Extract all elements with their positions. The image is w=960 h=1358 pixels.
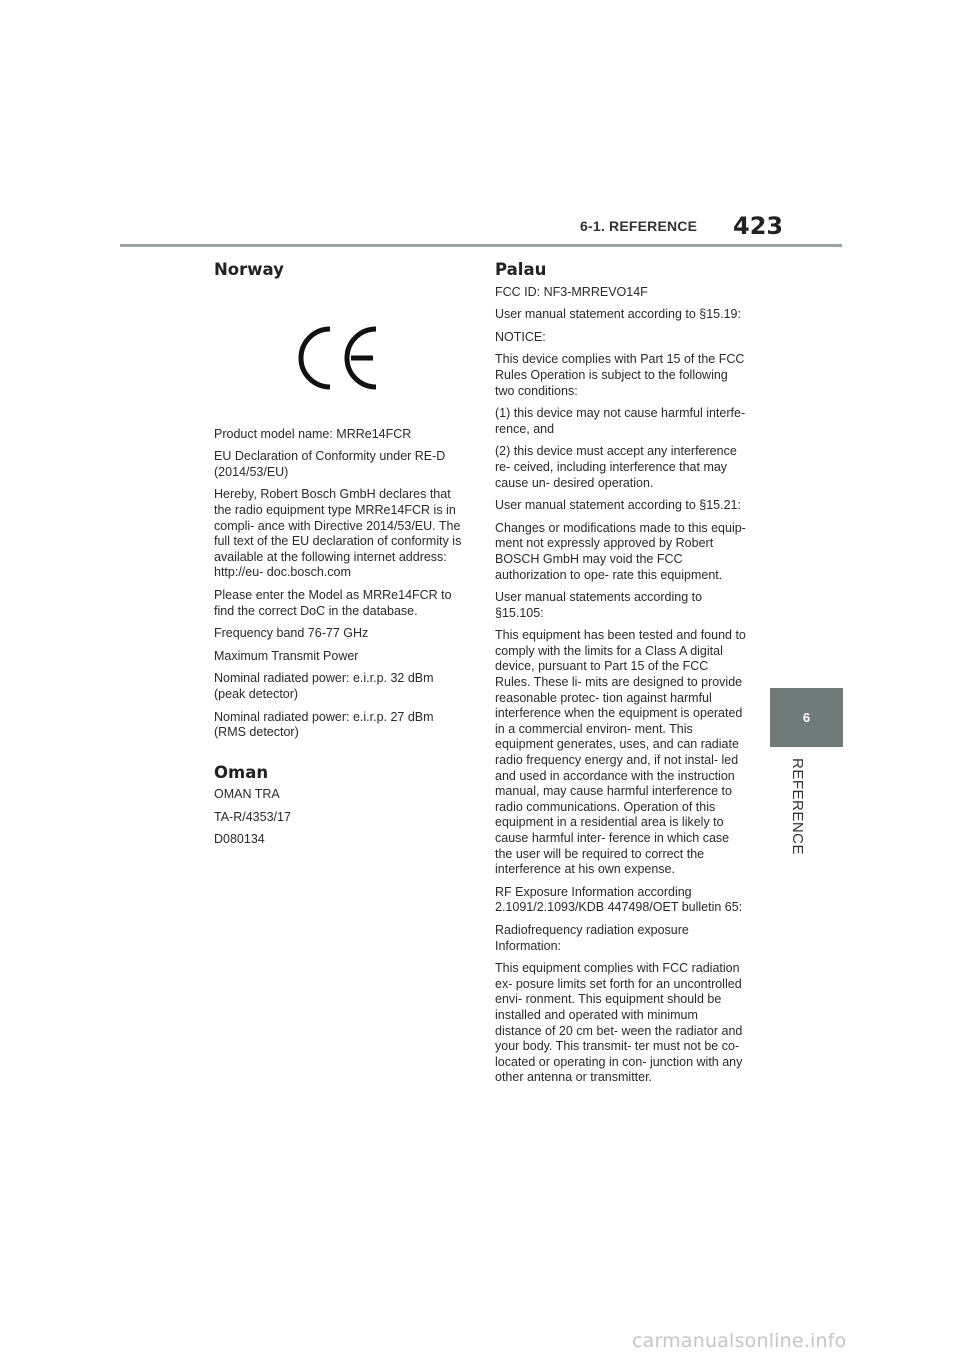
header-divider — [120, 244, 842, 247]
left-column — [214, 262, 466, 855]
palau-paragraph: (2) this device must accept any interference re- ceived, including interference that may cause un- desired operation. — [495, 444, 737, 490]
section-title: 6-1. REFERENCE — [580, 218, 698, 234]
ce-mark-icon — [296, 326, 380, 390]
palau-paragraph: FCC ID: NF3-MRREVO14F — [495, 284, 648, 299]
norway-paragraph: EU Declaration of Conformity under RE-D (2014/53/EU) — [214, 449, 446, 479]
norway-paragraph: Please enter the Model as MRRe14FCR to find the correct DoC in the database. — [214, 587, 452, 618]
norway-paragraph: Nominal radiated power: e.i.r.p. 27 dBm (RMS detector) — [214, 709, 434, 740]
norway-paragraph: Frequency band 76-77 GHz — [214, 626, 369, 641]
chapter-number: 6 — [802, 710, 811, 725]
norway-paragraph: Product model name: MRRe14FCR — [214, 426, 412, 441]
palau-paragraph: Radiofrequency radiation exposure Information: — [495, 922, 689, 953]
oman-paragraph: OMAN TRA — [214, 787, 280, 802]
oman-paragraph: TA-R/4353/17 — [214, 809, 291, 824]
chapter-label: REFERENCE — [789, 758, 806, 856]
oman-heading: Oman — [214, 762, 269, 782]
palau-paragraph: User manual statement according to §15.21: — [495, 498, 741, 513]
norway-paragraph: Maximum Transmit Power — [214, 648, 359, 663]
chapter-tab — [770, 688, 843, 747]
right-column — [495, 262, 747, 1093]
palau-paragraph: This device complies with Part 15 of the FCC Rules Operation is subject to the following two conditions: — [495, 352, 745, 398]
palau-paragraph: NOTICE: — [495, 329, 546, 344]
palau-paragraph: Changes or modifications made to this equip- ment not expressly approved by Robert BOSCH GmbH may void the FCC authorization to ope- rate this equipment. — [495, 520, 746, 582]
norway-heading: Norway — [214, 260, 284, 279]
page-number: 423 — [733, 212, 784, 240]
norway-paragraph: Hereby, Robert Bosch GmbH declares that the radio equipment type MRRe14FCR is in compli- ance with Directive 2014/53/EU. The full text of the EU declaration of conformity is available at the following internet address: http://eu- doc.bosch.com — [214, 487, 462, 580]
palau-paragraph: RF Exposure Information according 2.1091/2.1093/KDB 447498/OET bulletin 65: — [495, 884, 743, 915]
watermark: carmanualsonline.info — [632, 1330, 847, 1352]
palau-paragraph: (1) this device may not cause harmful interfe- rence, and — [495, 406, 746, 436]
palau-paragraph: User manual statements according to §15.105: — [495, 590, 703, 620]
oman-paragraph: D080134 — [214, 832, 265, 847]
palau-paragraph: User manual statement according to §15.19: — [495, 307, 741, 322]
palau-paragraph: This equipment complies with FCC radiation ex- posure limits set forth for an uncontrolled envi- ronment. This equipment should be installed and operated with minimum distance of 20 cm bet- ween the radiator and your body. This transmit- ter must not be co-located or operating in con- junction with any other antenna or transmitter. — [495, 961, 743, 1085]
palau-paragraph: This equipment has been tested and found to comply with the limits for a Class A digital device, pursuant to Part 15 of the FCC Rules. These li- mits are designed to provide reasonable protec- tion against harmful interference when the equipment is operated in a commercial environ- ment. This equipment generates, uses, and can radiate radio frequency energy and, if not instal- led and used in accordance with the instruction manual, may cause harmful interference to radio communications. Operation of this equipment in a residential area is likely to cause harmful inter- ference in which case the user will be required to correct the interference at his own expense. — [495, 628, 746, 877]
palau-heading: Palau — [495, 260, 547, 279]
norway-paragraph: Nominal radiated power: e.i.r.p. 32 dBm (peak detector) — [214, 671, 434, 701]
